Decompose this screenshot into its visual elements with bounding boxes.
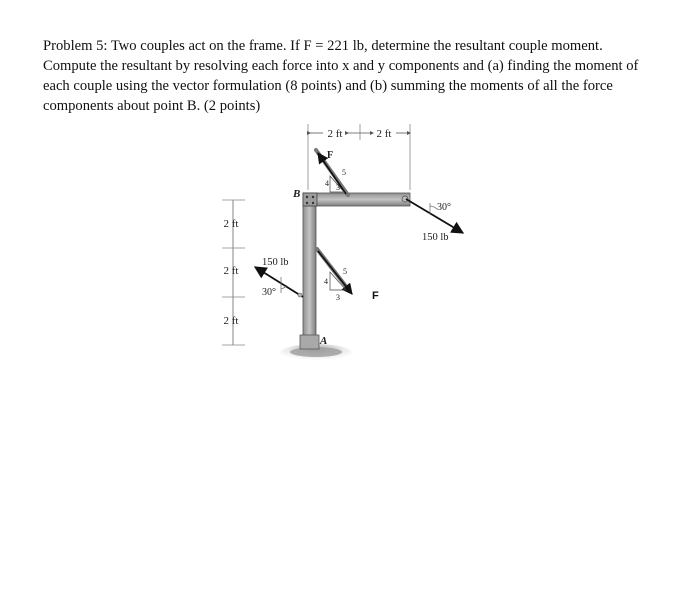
point-a-label: A [320, 335, 328, 347]
support-a [300, 335, 319, 349]
angle-left-label: 30° [262, 287, 276, 298]
point-b-label: B [293, 188, 301, 200]
angle-right-label: 30° [437, 202, 451, 213]
force-f-top [316, 150, 348, 195]
left-dim-bottom-label: 2 ft [223, 315, 239, 327]
slope-top-3: 3 [336, 183, 340, 192]
left-dim-middle-label: 2 ft [223, 265, 239, 277]
slope-bottom-4: 4 [324, 277, 328, 286]
problem-text: Problem 5: Two couples act on the frame. If F = 221 lb, determine the resultant couple moment. Compute the resultant by resolving each force into x and y components and (a) finding the moment of each couple using the vector formulation (8 points) and (b) summing the moments of all the force components about point B. (2 points) [43, 38, 639, 114]
force-150-right [406, 199, 463, 243]
top-dim-right-label: 2 ft [376, 128, 392, 140]
slope-bottom-3: 3 [336, 293, 340, 302]
frame-column [303, 193, 316, 348]
force-150-left-label: 150 lb [262, 257, 289, 268]
force-f-bottom [317, 249, 379, 302]
force-150-right-label: 150 lb [422, 232, 449, 243]
force-150-left [255, 257, 303, 298]
slope-top-5: 5 [342, 168, 346, 177]
slope-top-4: 4 [325, 179, 329, 188]
slope-bottom-5: 5 [343, 267, 347, 276]
left-dimension [222, 200, 245, 345]
force-f-top-label: F [327, 150, 334, 161]
joint-b [303, 193, 317, 206]
frame-beam [303, 193, 410, 206]
left-dim-top-label: 2 ft [223, 218, 239, 230]
force-f-bottom-label: F [372, 290, 379, 302]
top-dim-left-label: 2 ft [327, 128, 343, 140]
